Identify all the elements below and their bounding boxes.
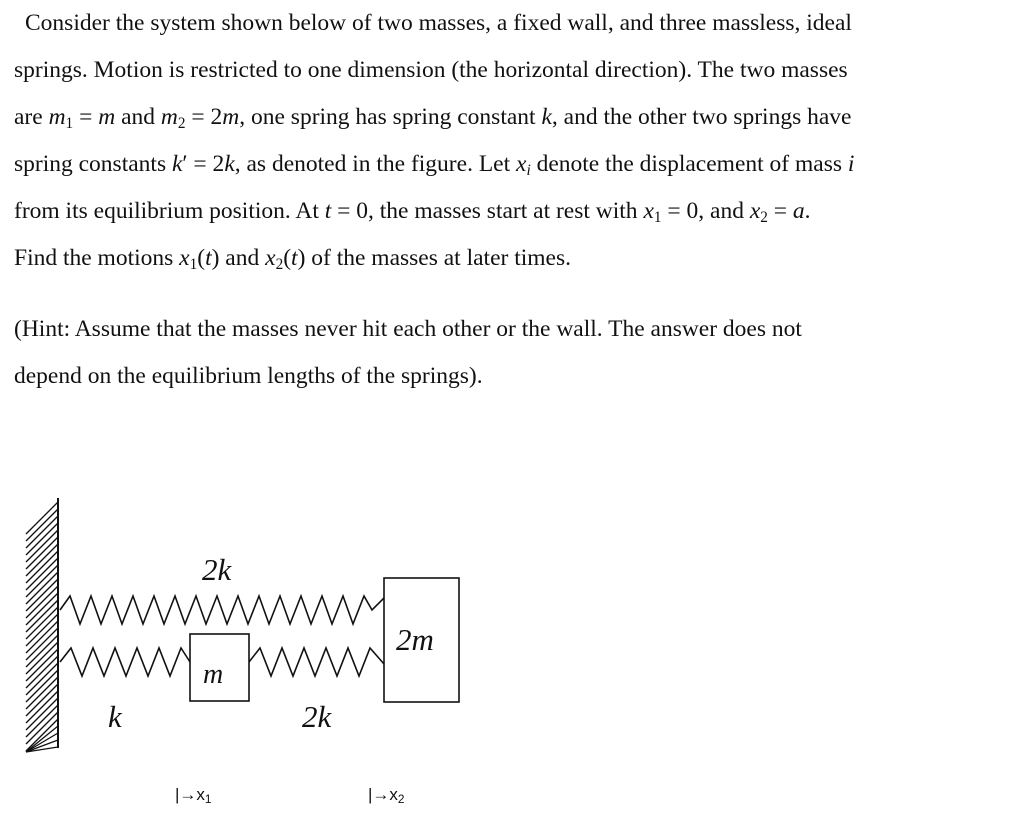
middle-spring-2k xyxy=(249,648,384,676)
middle-spring-label: 2k xyxy=(302,699,332,734)
wall-hatch-line xyxy=(26,600,58,632)
wall-hatch-line xyxy=(26,698,58,730)
wall-hatch-line xyxy=(26,642,58,674)
wall-hatch-line xyxy=(26,621,58,653)
hint-line-1: (Hint: Assume that the masses never hit each other or the wall. The answer does not xyxy=(14,316,802,342)
wall-hatch-line xyxy=(26,544,58,576)
problem-line-4: spring constants k′ = 2k, as denoted in the figure. Let $x_i$ denote the displacement of mass i xyxy=(14,151,855,179)
wall-hatch-line xyxy=(26,614,58,646)
wall-hatch-line xyxy=(26,502,58,534)
wall-hatch-line xyxy=(26,537,58,569)
wall-hatch-line xyxy=(26,523,58,555)
wall-hatch-line xyxy=(26,509,58,541)
x1-axis-marker: $|\to x_1$ xyxy=(175,785,212,806)
wall-hatch-line xyxy=(26,656,58,688)
wall-hatch-line xyxy=(26,663,58,695)
problem-line-1: Consider the system shown below of two masses, a fixed wall, and three massless, ideal xyxy=(25,10,852,36)
wall-hatch-line xyxy=(26,677,58,709)
left-spring-label: k xyxy=(108,699,122,734)
problem-line-3: are $m_1 = m$ and $m_2 = 2m$, one spring has spring constant k, and the other two springs have xyxy=(14,104,852,132)
wall-hatch-line xyxy=(26,572,58,604)
wall-hatch-line xyxy=(26,593,58,625)
problem-line-5: from its equilibrium position. At t = 0, the masses start at rest with $x_1 = 0$, and $x_2 = a$. xyxy=(14,198,811,226)
wall-hatch-line xyxy=(26,670,58,702)
wall-hatch-line xyxy=(26,649,58,681)
wall-hatch-line xyxy=(26,551,58,583)
wall-hatch-line xyxy=(26,530,58,562)
problem-line-2: springs. Motion is restricted to one dimension (the horizontal direction). The two masses xyxy=(14,57,848,83)
wall-hatch-line xyxy=(26,691,58,723)
wall-hatch-line xyxy=(26,635,58,667)
mass-2m-label: 2m xyxy=(396,622,434,657)
wall-hatch-line xyxy=(26,705,58,737)
wall-hatch-line xyxy=(26,565,58,597)
hint-line-2: depend on the equilibrium lengths of the springs). xyxy=(14,363,483,389)
left-spring-k xyxy=(60,648,190,676)
mass-m-label: m xyxy=(203,659,224,690)
top-spring-label: 2k xyxy=(202,552,232,587)
top-spring-2k xyxy=(60,596,384,624)
fixed-wall xyxy=(26,502,58,752)
wall-hatch-line xyxy=(26,516,58,548)
wall-hatch-line xyxy=(26,586,58,618)
wall-hatch-line xyxy=(26,684,58,716)
wall-hatch-line xyxy=(26,558,58,590)
wall-hatch-line xyxy=(26,579,58,611)
wall-hatch-line xyxy=(26,628,58,660)
problem-line-6: Find the motions $x_1(t)$ and $x_2(t)$ of the masses at later times. xyxy=(14,245,571,273)
x2-axis-marker: $|\to x_2$ xyxy=(368,785,405,806)
wall-hatch-line xyxy=(26,607,58,639)
